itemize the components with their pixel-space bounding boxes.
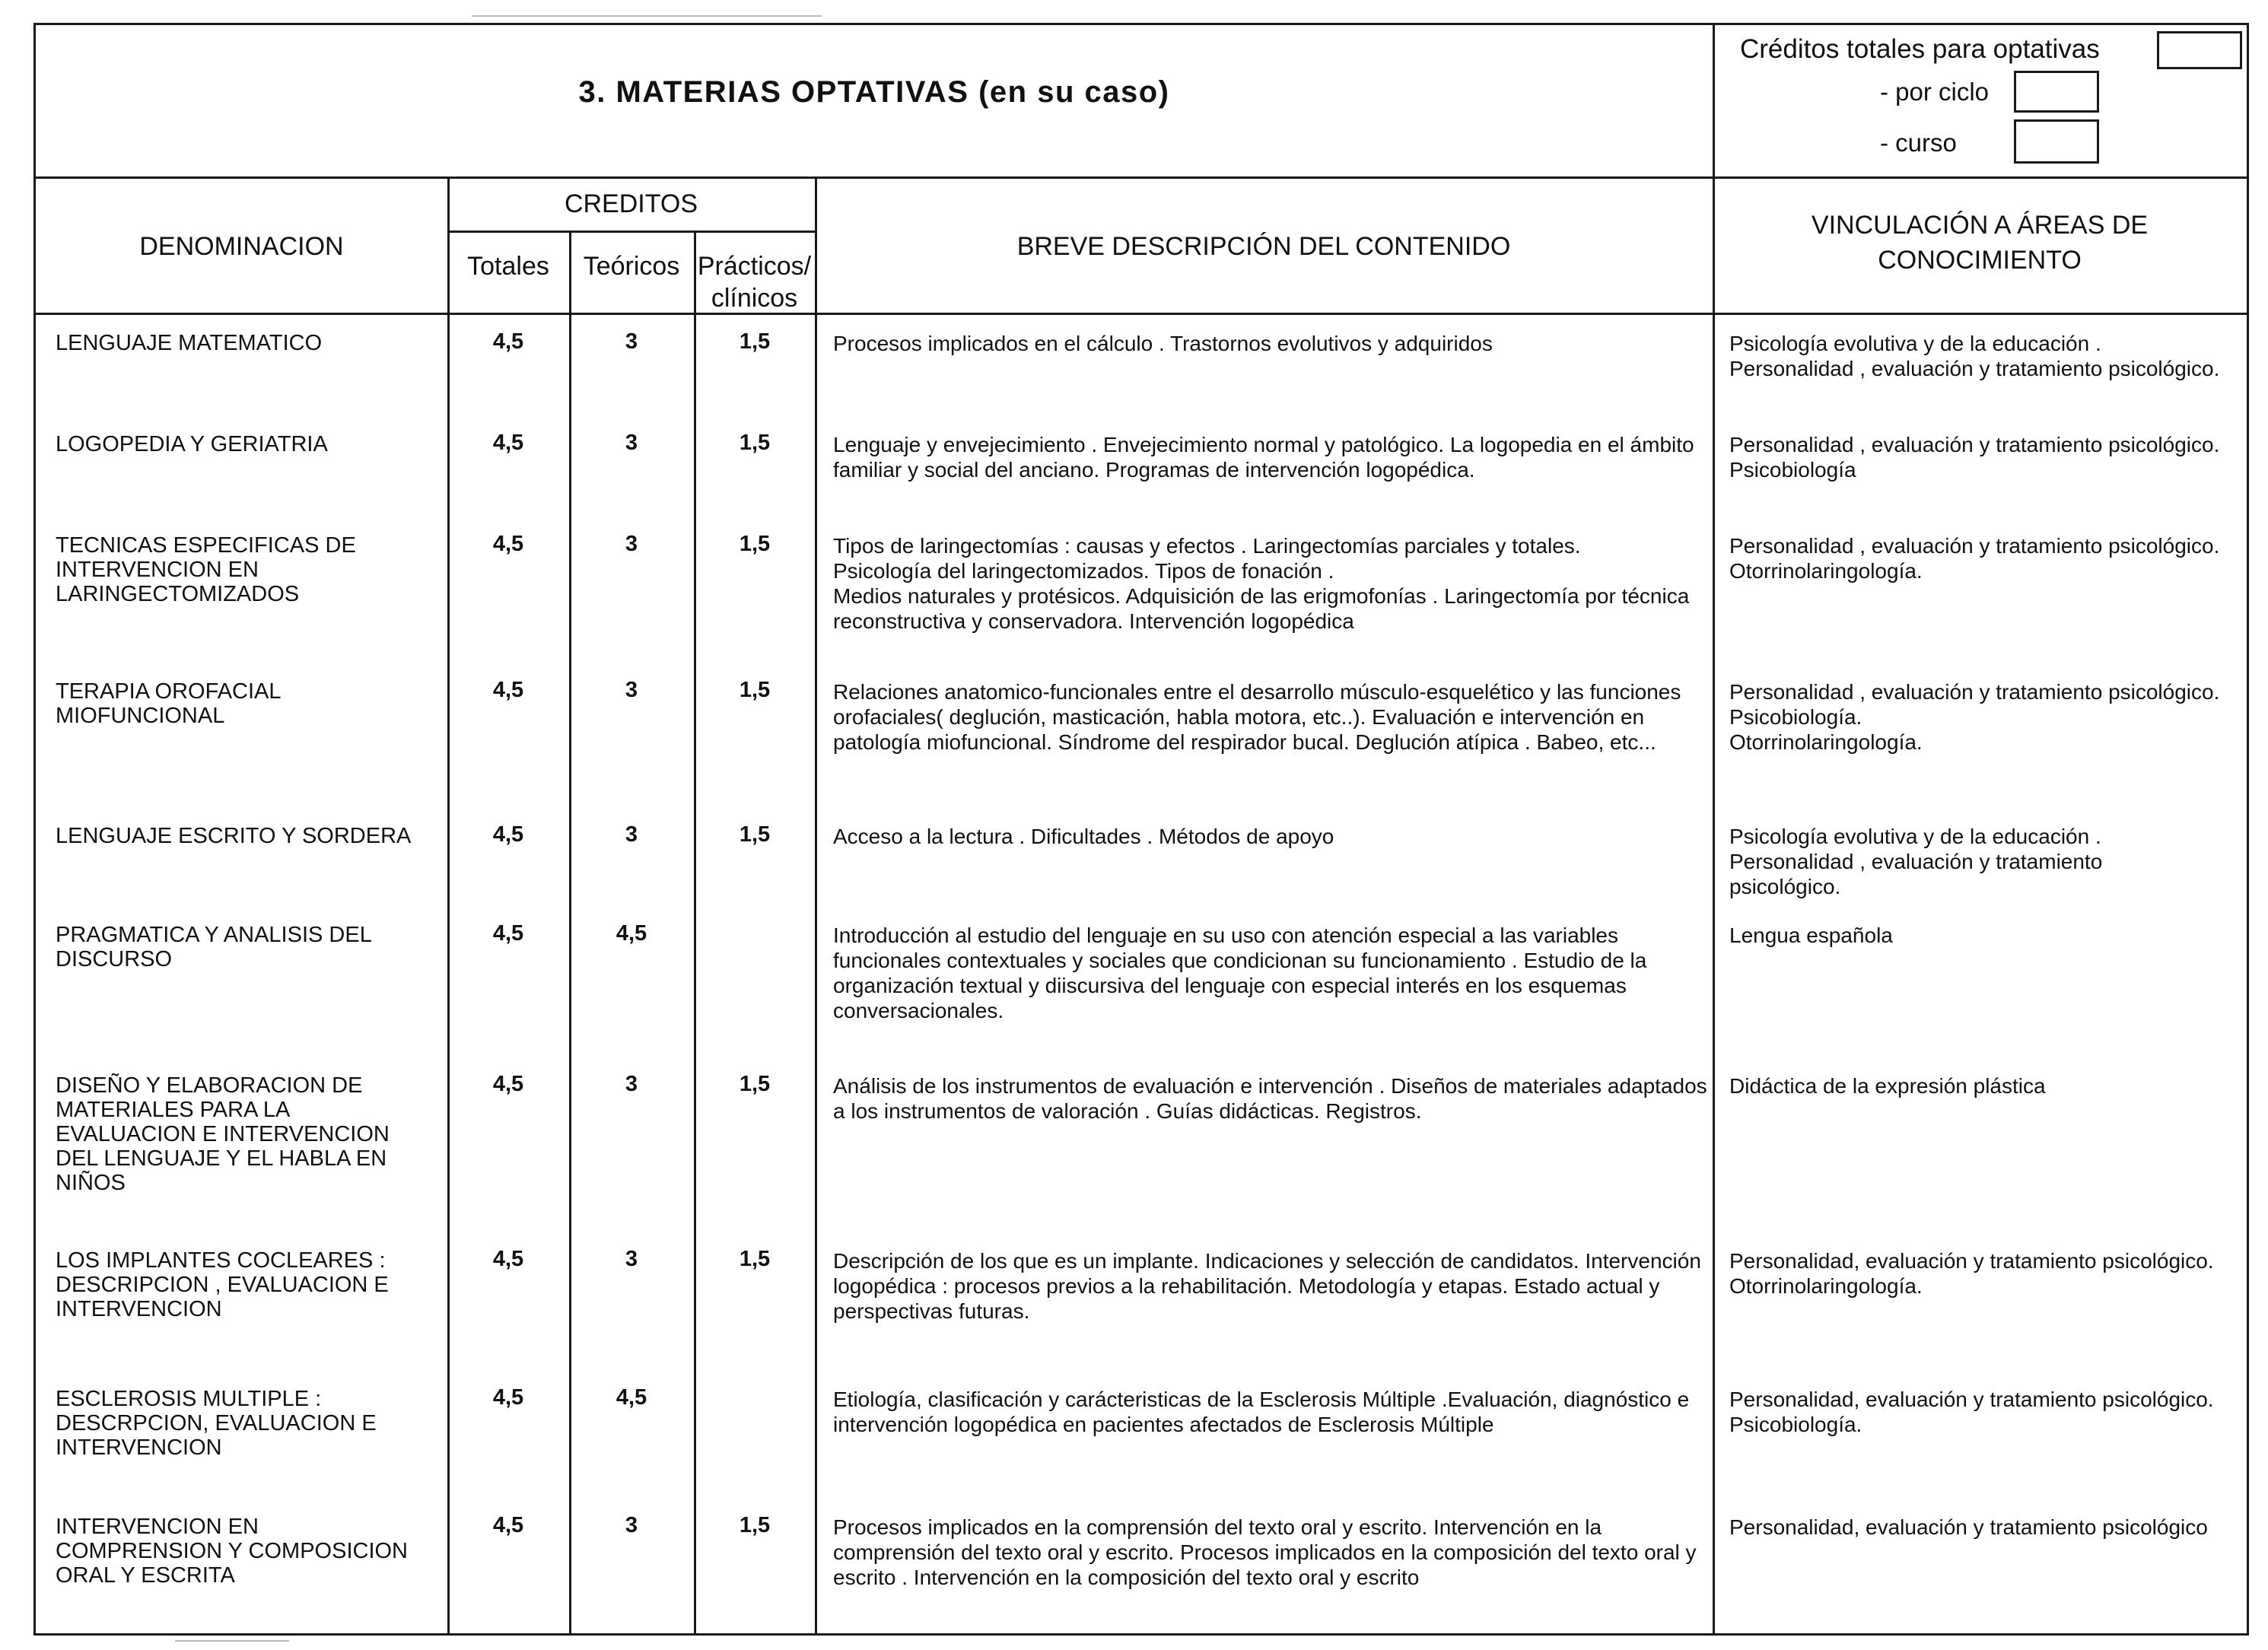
col-line-4 — [815, 177, 817, 1634]
subject-description: Descripción de los que es un implante. Indicaciones y selección de candidatos. Intervención logopédica : procesos previos a la rehabilitación. Metodología y etapas. Estado actual y perspectivas futuras. — [833, 1249, 1701, 1323]
subject-name: LOGOPEDIA Y GERIATRIA — [56, 432, 328, 456]
credits-theory: 4,5 — [616, 1385, 647, 1410]
col-header-areas-line1: VINCULACIÓN A ÁREAS DE — [1811, 211, 2149, 240]
subject-name: LENGUAJE ESCRITO Y SORDERA — [56, 824, 412, 848]
subject-name: INTERVENCION EN COMPRENSION Y COMPOSICION ORAL Y ESCRITA — [56, 1515, 408, 1588]
col-line-2 — [569, 230, 571, 1634]
knowledge-areas: Didáctica de la expresión plástica — [1729, 1074, 2046, 1098]
credits-totals: 4,5 — [492, 1513, 524, 1537]
credits-theory: 3 — [625, 1072, 638, 1096]
credits-theory: 3 — [625, 1247, 638, 1271]
col-header-practice-line1: Prácticos/ — [697, 252, 812, 281]
col-line-1 — [447, 177, 450, 1634]
col-header-practice — [694, 253, 815, 311]
col-header-areas — [1713, 212, 2247, 273]
knowledge-areas: Personalidad, evaluación y tratamiento psicológico — [1729, 1515, 2208, 1539]
credits-totals: 4,5 — [492, 1385, 524, 1410]
credits-theory: 3 — [625, 329, 638, 354]
credits-total-box[interactable] — [2157, 31, 2242, 69]
knowledge-areas: Psicología evolutiva y de la educación . Personalidad , evaluación y tratamiento psicológico. — [1729, 332, 2220, 380]
column-header-bottom-line — [36, 313, 2247, 315]
credits-theory: 3 — [625, 822, 638, 847]
credits-totals: 4,5 — [492, 532, 524, 556]
col-header-practice-line2: clínicos — [711, 284, 798, 313]
subject-description: Relaciones anatomico-funcionales entre el desarrollo músculo-esquelético y las funciones orofaciales( deglución, masticación, habla motora, etc..). Evaluación e intervención en patología miofuncional. Síndrome del respirador bucal. Deglución atípica . Babeo, etc... — [833, 680, 1681, 754]
title-divider — [1713, 25, 1715, 177]
scan-artifact-bottom — [175, 1640, 289, 1642]
credits-totals: 4,5 — [492, 431, 524, 455]
col-header-credits: CREDITOS — [564, 189, 698, 218]
subject-name: TECNICAS ESPECIFICAS DE INTERVENCION EN LARINGECTOMIZADOS — [56, 533, 356, 606]
knowledge-areas: Personalidad , evaluación y tratamiento psicológico. Psicobiología — [1729, 433, 2220, 482]
credits-subheader-line — [447, 230, 816, 233]
subject-name: PRAGMATICA Y ANALISIS DEL DISCURSO — [56, 923, 372, 971]
subject-name: LENGUAJE MATEMATICO — [56, 331, 323, 355]
credits-practice: 1,5 — [739, 1247, 771, 1271]
knowledge-areas: Personalidad, evaluación y tratamiento psicológico. Otorrinolaringología. — [1729, 1249, 2214, 1298]
credits-totals: 4,5 — [492, 678, 524, 702]
credits-total-label: Créditos totales para optativas — [1740, 34, 2100, 64]
credits-totals: 4,5 — [492, 329, 524, 354]
col-header-description: BREVE DESCRIPCIÓN DEL CONTENIDO — [1016, 232, 1511, 261]
subject-description: Acceso a la lectura . Dificultades . Métodos de apoyo — [833, 825, 1334, 848]
page-title: 3. MATERIAS OPTATIVAS (en su caso) — [578, 75, 1170, 109]
per-course-box[interactable] — [2014, 119, 2099, 164]
credits-practice: 1,5 — [739, 1513, 771, 1537]
subject-description: Tipos de laringectomías : causas y efectos . Laringectomías parciales y totales. Psicología del laringectomizados. Tipos de fonación . Medios naturales y protésicos. Adquisición de las erigmofonías . Laringectomía por técnica reconstructiva y conservadora. Intervención logopédica — [833, 534, 1690, 633]
optional-subjects-form — [33, 23, 2249, 1636]
credits-totals: 4,5 — [492, 1247, 524, 1271]
knowledge-areas: Personalidad , evaluación y tratamiento psicológico. Otorrinolaringología. — [1729, 534, 2220, 583]
credits-totals: 4,5 — [492, 921, 524, 946]
col-line-5 — [1713, 177, 1715, 1634]
credits-theory: 3 — [625, 431, 638, 455]
credits-practice: 1,5 — [739, 329, 771, 354]
header-bottom-line — [36, 176, 2247, 179]
col-header-name: DENOMINACION — [139, 232, 344, 261]
credits-practice: 1,5 — [739, 532, 771, 556]
subject-name: ESCLEROSIS MULTIPLE : DESCRPCION, EVALUACION E INTERVENCION — [56, 1387, 377, 1460]
subject-description: Introducción al estudio del lenguaje en su uso con atención especial a las variables funcionales contextuales y sociales que condicionan su funcionamiento . Estudio de la organización textual y diiscursiva del lenguaje con especial interés en los esquemas conversacionales. — [833, 924, 1647, 1022]
credits-practice: 1,5 — [739, 678, 771, 702]
col-header-totals: Totales — [467, 252, 549, 281]
col-line-3 — [694, 230, 696, 1634]
subject-description: Lenguaje y envejecimiento . Envejecimiento normal y patológico. La logopedia en el ámbito familiar y social del anciano. Programas de intervención logopédica. — [833, 433, 1694, 482]
credits-theory: 3 — [625, 678, 638, 702]
subject-name: DISEÑO Y ELABORACION DE MATERIALES PARA LA EVALUACION E INTERVENCION DEL LENGUAJE Y EL HABLA EN NIÑOS — [56, 1073, 390, 1195]
subject-name: LOS IMPLANTES COCLEARES : DESCRIPCION , EVALUACION E INTERVENCION — [56, 1248, 389, 1321]
per-course-label: - curso — [1880, 129, 1957, 157]
per-cycle-label: - por ciclo — [1880, 78, 1990, 106]
subject-description: Procesos implicados en el cálculo . Trastornos evolutivos y adquiridos — [833, 332, 1493, 355]
credits-theory: 3 — [625, 1513, 638, 1537]
subject-description: Análisis de los instrumentos de evaluación e intervención . Diseños de materiales adaptados a los instrumentos de valoración . Guías didácticas. Registros. — [833, 1074, 1707, 1123]
per-cycle-box[interactable] — [2014, 71, 2099, 113]
scan-artifact-top — [472, 15, 822, 17]
credits-practice: 1,5 — [739, 1072, 771, 1096]
credits-totals: 4,5 — [492, 822, 524, 847]
credits-totals: 4,5 — [492, 1072, 524, 1096]
col-header-areas-line2: CONOCIMIENTO — [1878, 246, 2082, 275]
subject-description: Etiología, clasificación y carácteristicas de la Esclerosis Múltiple .Evaluación, diagnóstico e intervención logopédica en pacientes afectados de Esclerosis Múltiple — [833, 1388, 1690, 1436]
knowledge-areas: Personalidad, evaluación y tratamiento psicológico. Psicobiología. — [1729, 1388, 2214, 1436]
knowledge-areas: Psicología evolutiva y de la educación . Personalidad , evaluación y tratamiento psicológico. — [1729, 825, 2103, 898]
knowledge-areas: Lengua española — [1729, 924, 1893, 947]
knowledge-areas: Personalidad , evaluación y tratamiento psicológico. Psicobiología. Otorrinolaringología. — [1729, 680, 2220, 754]
credits-practice: 1,5 — [739, 431, 771, 455]
credits-practice: 1,5 — [739, 822, 771, 847]
credits-theory: 4,5 — [616, 921, 647, 946]
col-header-theory: Teóricos — [583, 252, 680, 281]
subject-description: Procesos implicados en la comprensión del texto oral y escrito. Intervención en la comprensión del texto oral y escrito. Procesos implicados en la composición del texto oral y escrito . Intervención en la composición del texto oral y escrito — [833, 1515, 1697, 1589]
credits-theory: 3 — [625, 532, 638, 556]
subject-name: TERAPIA OROFACIAL MIOFUNCIONAL — [56, 679, 282, 728]
